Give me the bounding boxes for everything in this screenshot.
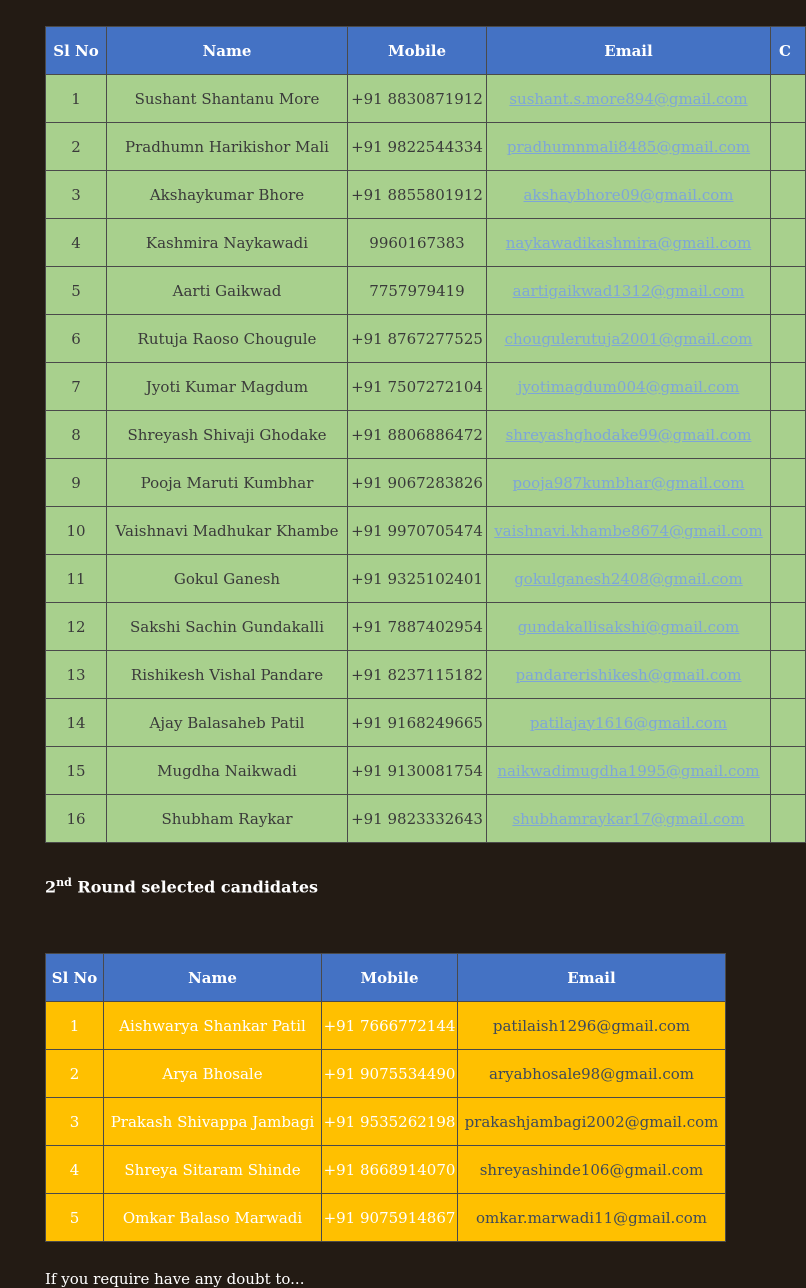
cell-mobile: 7757979419 — [348, 267, 487, 315]
cell-email[interactable]: chougulerutuja2001@gmail.com — [487, 315, 771, 363]
heading-ordinal-suffix: nd — [56, 876, 72, 889]
table-row — [46, 651, 806, 699]
cell-truncated — [771, 219, 806, 267]
cell-email[interactable]: naikwadimugdha1995@gmail.com — [487, 747, 771, 795]
cell-mobile: +91 9535262198 — [322, 1098, 458, 1146]
cell-mobile: +91 9168249665 — [348, 699, 487, 747]
table-row — [46, 747, 806, 795]
cell-name: Jyoti Kumar Magdum — [107, 363, 348, 411]
table-header-row — [46, 954, 726, 1002]
cell-mobile: +91 9067283826 — [348, 459, 487, 507]
cell-sl-no: 3 — [46, 1098, 104, 1146]
cell-mobile: +91 7666772144 — [322, 1002, 458, 1050]
cell-mobile: +91 9130081754 — [348, 747, 487, 795]
cell-name: Arya Bhosale — [104, 1050, 322, 1098]
cell-sl-no: 13 — [46, 651, 107, 699]
first-round-table — [45, 26, 806, 843]
cell-name: Omkar Balaso Marwadi — [104, 1194, 322, 1242]
table-row — [46, 1098, 726, 1146]
cell-truncated — [771, 795, 806, 843]
header-name: Name — [107, 27, 348, 75]
cell-email: omkar.marwadi11@gmail.com — [458, 1194, 726, 1242]
cell-sl-no: 10 — [46, 507, 107, 555]
cell-mobile: +91 9970705474 — [348, 507, 487, 555]
cell-name: Shreyash Shivaji Ghodake — [107, 411, 348, 459]
cell-name: Sushant Shantanu More — [107, 75, 348, 123]
cell-truncated — [771, 507, 806, 555]
cell-name: Pradhumn Harikishor Mali — [107, 123, 348, 171]
cell-truncated — [771, 75, 806, 123]
header-sl-no: Sl No — [46, 954, 104, 1002]
cell-sl-no: 12 — [46, 603, 107, 651]
cell-truncated — [771, 267, 806, 315]
cell-truncated — [771, 699, 806, 747]
heading-ordinal: 2 — [45, 877, 57, 897]
cell-mobile: +91 9075534490 — [322, 1050, 458, 1098]
cell-mobile: +91 8767277525 — [348, 315, 487, 363]
cell-sl-no: 1 — [46, 1002, 104, 1050]
cell-email: prakashjambagi2002@gmail.com — [458, 1098, 726, 1146]
cell-truncated — [771, 411, 806, 459]
header-truncated: C — [771, 27, 806, 75]
cell-truncated — [771, 459, 806, 507]
header-mobile: Mobile — [348, 27, 487, 75]
cell-name: Vaishnavi Madhukar Khambe — [107, 507, 348, 555]
cell-name: Shubham Raykar — [107, 795, 348, 843]
second-round-table — [45, 953, 726, 1242]
header-name: Name — [104, 954, 322, 1002]
cell-sl-no: 4 — [46, 219, 107, 267]
heading-title: Round selected candidates — [71, 877, 319, 897]
cell-sl-no: 6 — [46, 315, 107, 363]
cell-sl-no: 2 — [46, 1050, 104, 1098]
table-row — [46, 555, 806, 603]
cell-mobile: +91 7887402954 — [348, 603, 487, 651]
table-row — [46, 171, 806, 219]
cell-truncated — [771, 747, 806, 795]
header-mobile: Mobile — [322, 954, 458, 1002]
cell-mobile: +91 9823332643 — [348, 795, 487, 843]
table-row — [46, 795, 806, 843]
cell-sl-no: 5 — [46, 1194, 104, 1242]
cell-name: Gokul Ganesh — [107, 555, 348, 603]
cell-sl-no: 9 — [46, 459, 107, 507]
cell-email: patilaish1296@gmail.com — [458, 1002, 726, 1050]
cell-mobile: +91 9325102401 — [348, 555, 487, 603]
table-row — [46, 1050, 726, 1098]
cell-sl-no: 2 — [46, 123, 107, 171]
header-sl-no: Sl No — [46, 27, 107, 75]
cell-name: Prakash Shivappa Jambagi — [104, 1098, 322, 1146]
cell-email[interactable]: akshaybhore09@gmail.com — [487, 171, 771, 219]
cell-truncated — [771, 603, 806, 651]
cell-sl-no: 15 — [46, 747, 107, 795]
table-row — [46, 267, 806, 315]
cell-mobile: 9960167383 — [348, 219, 487, 267]
header-email: Email — [487, 27, 771, 75]
cell-name: Aarti Gaikwad — [107, 267, 348, 315]
table-row — [46, 1194, 726, 1242]
cell-mobile: +91 8668914070 — [322, 1146, 458, 1194]
cell-mobile: +91 8830871912 — [348, 75, 487, 123]
table-row — [46, 1002, 726, 1050]
section-heading — [45, 876, 318, 896]
cell-truncated — [771, 651, 806, 699]
cell-mobile: +91 8855801912 — [348, 171, 487, 219]
cell-email[interactable]: pradhumnmali8485@gmail.com — [487, 123, 771, 171]
cell-sl-no: 11 — [46, 555, 107, 603]
cell-mobile: +91 9075914867 — [322, 1194, 458, 1242]
cell-name: Kashmira Naykawadi — [107, 219, 348, 267]
cell-email[interactable]: shreyashghodake99@gmail.com — [487, 411, 771, 459]
cell-email[interactable]: sushant.s.more894@gmail.com — [487, 75, 771, 123]
cell-truncated — [771, 363, 806, 411]
cell-name: Shreya Sitaram Shinde — [104, 1146, 322, 1194]
cell-sl-no: 14 — [46, 699, 107, 747]
table-row — [46, 123, 806, 171]
cell-name: Rishikesh Vishal Pandare — [107, 651, 348, 699]
cell-truncated — [771, 171, 806, 219]
cell-email[interactable]: pooja987kumbhar@gmail.com — [487, 459, 771, 507]
cell-email[interactable]: aartigaikwad1312@gmail.com — [487, 267, 771, 315]
table-row — [46, 603, 806, 651]
cell-email[interactable]: gundakallisakshi@gmail.com — [487, 603, 771, 651]
table-row — [46, 219, 806, 267]
cell-email[interactable]: gokulganesh2408@gmail.com — [487, 555, 771, 603]
cell-name: Ajay Balasaheb Patil — [107, 699, 348, 747]
cell-email[interactable]: jyotimagdum004@gmail.com — [487, 363, 771, 411]
cell-email[interactable]: vaishnavi.khambe8674@gmail.com — [487, 507, 771, 555]
cell-name: Aishwarya Shankar Patil — [104, 1002, 322, 1050]
table-row — [46, 363, 806, 411]
cell-mobile: +91 8806886472 — [348, 411, 487, 459]
cell-email[interactable]: pandarerishikesh@gmail.com — [487, 651, 771, 699]
cell-email[interactable]: shubhamraykar17@gmail.com — [487, 795, 771, 843]
table-row — [46, 699, 806, 747]
cell-name: Pooja Maruti Kumbhar — [107, 459, 348, 507]
footer-text: If you require have any doubt to... — [45, 1270, 305, 1288]
cell-sl-no: 1 — [46, 75, 107, 123]
cell-mobile: +91 7507272104 — [348, 363, 487, 411]
cell-truncated — [771, 315, 806, 363]
cell-name: Sakshi Sachin Gundakalli — [107, 603, 348, 651]
cell-sl-no: 4 — [46, 1146, 104, 1194]
table-row — [46, 75, 806, 123]
cell-email[interactable]: naykawadikashmira@gmail.com — [487, 219, 771, 267]
cell-sl-no: 16 — [46, 795, 107, 843]
cell-mobile: +91 8237115182 — [348, 651, 487, 699]
cell-email[interactable]: patilajay1616@gmail.com — [487, 699, 771, 747]
cell-email: aryabhosale98@gmail.com — [458, 1050, 726, 1098]
table-row — [46, 507, 806, 555]
table-row — [46, 411, 806, 459]
cell-sl-no: 8 — [46, 411, 107, 459]
cell-name: Mugdha Naikwadi — [107, 747, 348, 795]
cell-truncated — [771, 555, 806, 603]
cell-name: Akshaykumar Bhore — [107, 171, 348, 219]
cell-email: shreyashinde106@gmail.com — [458, 1146, 726, 1194]
cell-sl-no: 5 — [46, 267, 107, 315]
cell-truncated — [771, 123, 806, 171]
cell-sl-no: 7 — [46, 363, 107, 411]
table-row — [46, 1146, 726, 1194]
table-header-row — [46, 27, 806, 75]
cell-sl-no: 3 — [46, 171, 107, 219]
cell-mobile: +91 9822544334 — [348, 123, 487, 171]
cell-name: Rutuja Raoso Chougule — [107, 315, 348, 363]
table-row — [46, 459, 806, 507]
table-row — [46, 315, 806, 363]
header-email: Email — [458, 954, 726, 1002]
